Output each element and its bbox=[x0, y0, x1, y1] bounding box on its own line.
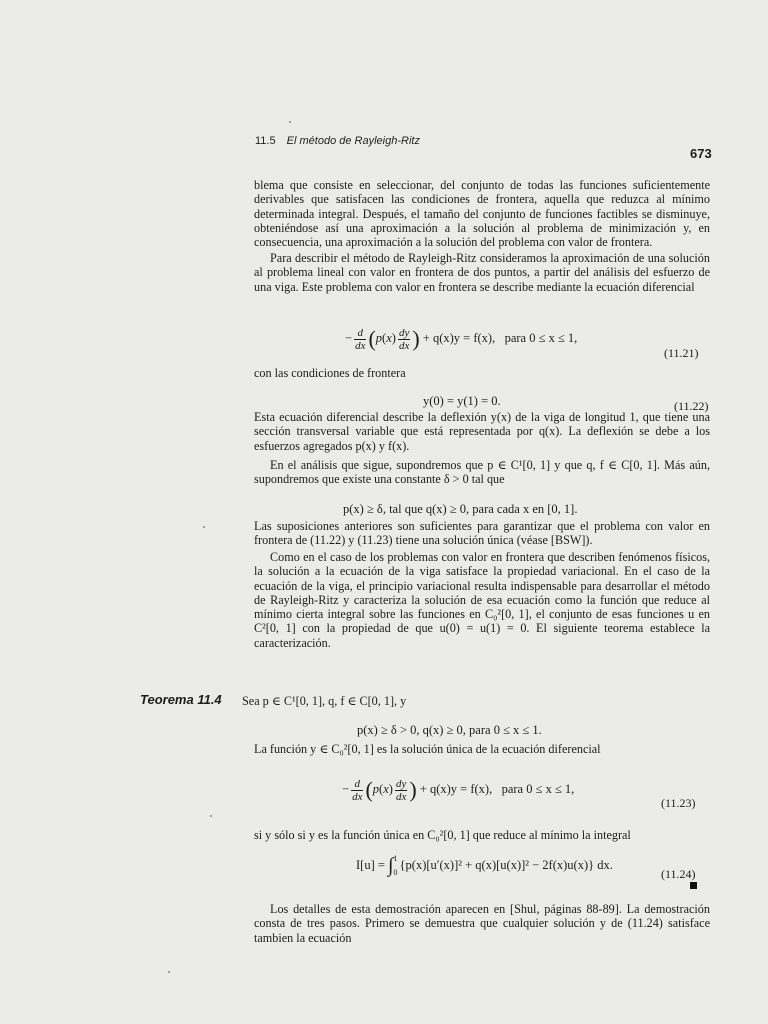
equation-11-22: y(0) = y(1) = 0. bbox=[423, 394, 501, 408]
paragraph: si y sólo si y es la función única en C₀²[0, 1] que reduce al mínimo la integral bbox=[254, 828, 631, 842]
paragraph: con las condiciones de frontera bbox=[254, 366, 406, 380]
speck bbox=[203, 526, 205, 528]
section-title: El método de Rayleigh-Ritz bbox=[286, 135, 420, 147]
equation-11-23: − $\frac{d}{dx}$ (p(x) $\frac{dy}{dx}$ ) + q(x)y = f(x), para 0 ≤ x ≤ 1, bbox=[342, 777, 575, 803]
paragraph: Las suposiciones anteriores son suficientes para garantizar que el problema con valor en frontera de (11.22) y (11.23) tiene una solución única (véase [BSW]). bbox=[254, 519, 710, 548]
equation-11-23-condition: para 0 ≤ x ≤ 1, bbox=[501, 781, 575, 796]
equation-11-23-rhs: + q(x)y = f(x), bbox=[419, 781, 493, 796]
equation-number: (11.24) bbox=[661, 867, 696, 881]
equation-11-21-rhs: + q(x)y = f(x), bbox=[422, 330, 496, 345]
end-of-proof-mark bbox=[690, 882, 697, 889]
paragraph: La función y ∈ C₀²[0, 1] es la solución única de la ecuación diferencial bbox=[254, 742, 601, 756]
equation-number: (11.23) bbox=[661, 796, 696, 810]
equation-11-21: − $\frac{d}{dx}$ (p(x) $\frac{dy}{dx}$ ) + q(x)y = f(x), para 0 ≤ x ≤ 1, bbox=[345, 326, 578, 352]
paragraph: En el análisis que sigue, supondremos que p ∈ C¹[0, 1] y que q, f ∈ C[0, 1]. Más aún, supondremos que existe una constante δ > 0 tal que bbox=[254, 458, 710, 487]
page-number: 673 bbox=[690, 146, 712, 161]
equation-11-24-lhs: I[u] = bbox=[356, 857, 385, 872]
theorem-statement: Sea p ∈ C¹[0, 1], q, f ∈ C[0, 1], y bbox=[242, 694, 407, 708]
speck bbox=[168, 971, 170, 973]
paragraph: Para describir el método de Rayleigh-Ritz consideramos la aproximación de una solución al problema lineal con valor en frontera de dos puntos, a partir del análisis del esfuerzo de una viga. Este problema con valor en frontera se describe mediante la ecuación diferencial bbox=[254, 251, 710, 294]
inequality-conditions: p(x) ≥ δ, tal que q(x) ≥ 0, para cada x en [0, 1]. bbox=[343, 502, 578, 516]
speck bbox=[210, 815, 212, 817]
equation-11-24-integrand: {p(x)[u′(x)]² + q(x)[u(x)]² − 2f(x)u(x)} dx. bbox=[399, 857, 613, 872]
equation-11-24: I[u] = ∫ 1 0 {p(x)[u′(x)]² + q(x)[u(x)]² − 2f(x)u(x)} dx. bbox=[356, 854, 613, 877]
equation-11-21-condition: para 0 ≤ x ≤ 1, bbox=[504, 330, 578, 345]
paragraph: Los detalles de esta demostración aparecen en [Shul, páginas 88-89]. La demostración consta de tres pasos. Primero se demuestra que cualquier solución y de (11.24) satisface tambien la ecuación bbox=[254, 902, 710, 945]
theorem-label: Teorema 11.4 bbox=[140, 692, 222, 707]
speck bbox=[289, 121, 291, 123]
paragraph: Esta ecuación diferencial describe la deflexión y(x) de la viga de longitud 1, que tiene una sección transversal variable que está representada por q(x). La deflexión se debe a los esfuerzos agregados p(x) y f(x). bbox=[254, 410, 710, 453]
equation-number: (11.21) bbox=[664, 346, 699, 360]
equation-number: (11.22) bbox=[674, 399, 709, 413]
running-head bbox=[255, 135, 420, 147]
paragraph: Como en el caso de los problemas con valor en frontera que describen fenómenos físicos, la solución a la ecuación de la viga satisface la propiedad variacional. En el caso de la ecuación de la viga, el principio variacional resulta indispensable para desarrollar el método de Rayleigh-Ritz y caracteriza la solución de esa ecuación como la función que reduce al mínimo cierta integral sobre las funciones en C₀²[0, 1], el conjunto de esas funciones u en C²[0, 1] con la propiedad de que u(0) = u(1) = 0. El siguiente teorema establece la caracterización. bbox=[254, 550, 710, 650]
theorem-inequality: p(x) ≥ δ > 0, q(x) ≥ 0, para 0 ≤ x ≤ 1. bbox=[357, 723, 542, 737]
section-number: 11.5 bbox=[255, 135, 276, 147]
paragraph: blema que consiste en seleccionar, del conjunto de todas las funciones suficientemente derivables que satisfacen las condiciones de frontera, aquella que reduzca al mínimo determinada integral. Después, el tamaño del conjunto de funciones factibles se disminuye, obteniéndose así una aproximación a la solución al problema de minimización y, en consecuencia, una aproximación a la solución del problema con valor de frontera. bbox=[254, 178, 710, 250]
